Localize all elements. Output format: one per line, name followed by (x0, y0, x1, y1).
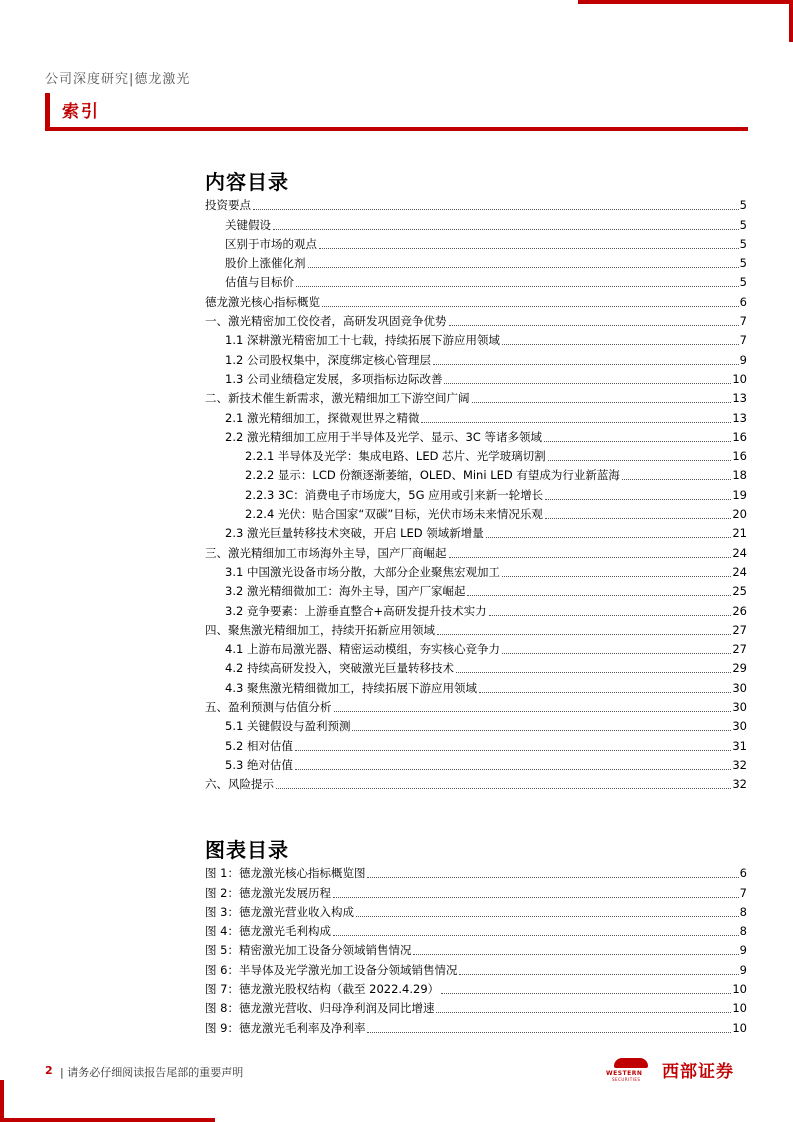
toc-title: 内容目录 (205, 170, 289, 194)
toc-entry-page: 30 (732, 680, 747, 695)
toc-entry[interactable] (205, 717, 747, 736)
toc-entry-page: 32 (732, 757, 747, 772)
figure-entry-page: 8 (739, 904, 747, 919)
toc-entry-label: 2.2.4 光伏：贴合国家“双碳”目标，光伏市场未来情况乐观 (245, 507, 543, 522)
toc-entry-page: 18 (732, 468, 747, 483)
toc-entry[interactable] (205, 254, 747, 273)
figure-entry-label: 图 2：德龙激光发展历程 (205, 885, 331, 900)
dot-leader (489, 615, 732, 616)
dot-leader (333, 935, 739, 936)
section-marker (45, 93, 50, 130)
toc-entry-label: 估值与目标价 (225, 275, 294, 290)
dot-leader (444, 383, 731, 384)
figure-entry[interactable] (205, 980, 747, 999)
toc-entry-page: 7 (739, 314, 747, 329)
toc-entry-page: 30 (732, 700, 747, 715)
toc-entry-label: 3.1 中国激光设备市场分散，大部分企业聚焦宏观加工 (225, 564, 500, 579)
figure-entry[interactable] (205, 960, 747, 979)
toc-entry[interactable] (205, 447, 747, 466)
dot-leader (296, 286, 739, 287)
toc-entry[interactable] (205, 350, 747, 369)
toc-entry-label: 5.1 关键假设与盈利预测 (225, 719, 351, 734)
figure-entry[interactable] (205, 864, 747, 883)
dot-leader (449, 557, 732, 558)
toc-entry[interactable] (205, 678, 747, 697)
toc-entry-label: 2.2.2 显示：LCD 份额逐渐萎缩，OLED、Mini LED 有望成为行业新蓝海 (245, 468, 620, 483)
dot-leader (356, 916, 739, 917)
toc-entry-label: 4.2 持续高研发投入，突破激光巨量转移技术 (225, 661, 454, 676)
figures-list (205, 864, 747, 1038)
figure-entry-label: 图 5：精密激光加工设备分领域销售情况 (205, 943, 412, 958)
dot-leader (486, 537, 732, 538)
toc-entry-label: 六、风险提示 (205, 777, 274, 792)
dot-leader (545, 518, 732, 519)
dot-leader (545, 499, 731, 500)
figure-entry-page: 10 (732, 1001, 747, 1016)
logo-english: WESTERN (606, 1070, 643, 1077)
toc-entry-label: 德龙激光核心指标概览 (205, 294, 320, 309)
figures-title: 图表目录 (205, 838, 289, 862)
toc-entry-label: 5.3 绝对估值 (225, 757, 293, 772)
toc-entry-label: 2.2.1 半导体及光学：集成电路、LED 芯片、光学玻璃切割 (245, 449, 546, 464)
dot-leader (437, 634, 731, 635)
toc-entry-page: 25 (732, 584, 747, 599)
dot-leader (467, 595, 731, 596)
dot-leader (436, 1012, 731, 1013)
toc-entry-label: 4.3 聚焦激光精细微加工，持续拓展下游应用领域 (225, 680, 477, 695)
toc-entry[interactable] (205, 736, 747, 755)
logo-english-sub: SECURITIES (612, 1077, 641, 1082)
toc-entry[interactable] (205, 428, 747, 447)
dot-leader (333, 897, 739, 898)
breadcrumb: 公司深度研究|德龙激光 (45, 72, 191, 87)
toc-entry-page: 16 (732, 429, 747, 444)
toc-entry[interactable] (205, 312, 747, 331)
toc-entry-page: 30 (732, 719, 747, 734)
dot-leader (548, 460, 732, 461)
figure-entry-page: 9 (739, 962, 747, 977)
toc-entry[interactable] (205, 485, 747, 504)
corner-decoration-top (578, 0, 793, 4)
toc-entry-page: 5 (739, 275, 747, 290)
toc-entry-label: 一、激光精密加工佼佼者，高研发巩固竞争优势 (205, 314, 447, 329)
page-number: 2 (45, 1064, 53, 1077)
dot-leader (352, 730, 731, 731)
toc-entry-label: 区别于市场的观点 (225, 236, 317, 251)
toc-entry[interactable] (205, 756, 747, 775)
logo-chinese: 西部证券 (662, 1061, 734, 1082)
toc-entry-label: 四、聚焦激光精细加工，持续开拓新应用领域 (205, 622, 435, 637)
figure-entry-page: 10 (732, 982, 747, 997)
toc-entry-page: 5 (739, 256, 747, 271)
dot-leader (322, 306, 739, 307)
dot-leader (253, 209, 739, 210)
toc-entry[interactable] (205, 640, 747, 659)
toc-entry-page: 7 (739, 333, 747, 348)
toc-entry-page: 24 (732, 545, 747, 560)
toc-entry-page: 6 (739, 294, 747, 309)
dot-leader (441, 993, 731, 994)
figure-entry-label: 图 8：德龙激光营收、归母净利润及同比增速 (205, 1001, 435, 1016)
dot-leader (367, 877, 738, 878)
section-rule (45, 127, 748, 131)
dot-leader (276, 788, 731, 789)
toc-entry-page: 24 (732, 564, 747, 579)
dot-leader (295, 769, 731, 770)
toc-entry[interactable] (205, 215, 747, 234)
toc-entry-page: 5 (739, 236, 747, 251)
toc-entry-page: 27 (732, 622, 747, 637)
dot-leader (459, 974, 738, 975)
toc-entry-page: 16 (732, 449, 747, 464)
dot-leader (308, 267, 739, 268)
section-title: 索引 (62, 102, 100, 122)
toc-entry[interactable] (205, 408, 747, 427)
figure-entry-page: 7 (739, 885, 747, 900)
toc-entry-page: 10 (732, 371, 747, 386)
corner-decoration-bottom (0, 1118, 215, 1122)
figure-entry-label: 图 1：德龙激光核心指标概览图 (205, 866, 366, 881)
toc-list (205, 196, 747, 794)
toc-entry-page: 32 (732, 777, 747, 792)
figure-entry-label: 图 3：德龙激光营业收入构成 (205, 904, 354, 919)
toc-entry-page: 5 (739, 198, 747, 213)
figure-entry-label: 图 4：德龙激光毛利构成 (205, 924, 331, 939)
toc-entry[interactable] (205, 543, 747, 562)
dot-leader (502, 653, 731, 654)
toc-entry[interactable] (205, 601, 747, 620)
toc-entry[interactable] (205, 582, 747, 601)
toc-entry[interactable] (205, 621, 747, 640)
figure-entry-page: 10 (732, 1020, 747, 1035)
figure-entry[interactable] (205, 1018, 747, 1037)
toc-entry-page: 26 (732, 603, 747, 618)
toc-entry-label: 2.3 激光巨量转移技术突破，开启 LED 领域新增量 (225, 526, 484, 541)
figure-entry[interactable] (205, 999, 747, 1018)
figure-entry-label: 图 6：半导体及光学激光加工设备分领域销售情况 (205, 962, 458, 977)
toc-entry-page: 19 (732, 487, 747, 502)
toc-entry-page: 21 (732, 526, 747, 541)
toc-entry-label: 4.1 上游布局激光器、精密运动模组，夯实核心竞争力 (225, 642, 500, 657)
toc-entry[interactable] (205, 370, 747, 389)
toc-entry-label: 投资要点 (205, 198, 251, 213)
figure-entry[interactable] (205, 941, 747, 960)
toc-entry-page: 13 (732, 391, 747, 406)
figure-entry-page: 6 (739, 866, 747, 881)
toc-entry[interactable] (205, 292, 747, 311)
toc-entry-label: 3.2 激光精细微加工：海外主导，国产厂家崛起 (225, 584, 466, 599)
dot-leader (421, 422, 731, 423)
dot-leader (367, 1032, 731, 1033)
dot-leader (502, 344, 739, 345)
bull-logo-icon (606, 1056, 656, 1082)
toc-entry-page: 20 (732, 507, 747, 522)
figure-entry[interactable] (205, 903, 747, 922)
toc-entry-page: 31 (732, 738, 747, 753)
figure-entry-page: 8 (739, 924, 747, 939)
toc-entry-page: 5 (739, 217, 747, 232)
toc-entry[interactable] (205, 389, 747, 408)
toc-entry-label: 2.1 激光精细加工，探微观世界之精微 (225, 410, 420, 425)
dot-leader (622, 479, 731, 480)
footer-disclaimer: | 请务必仔细阅读报告尾部的重要声明 (60, 1066, 244, 1079)
toc-entry-label: 1.1 深耕激光精密加工十七载，持续拓展下游应用领域 (225, 333, 500, 348)
toc-entry-label: 2.2 激光精细加工应用于半导体及光学、显示、3C 等诸多领域 (225, 429, 542, 444)
toc-entry[interactable] (205, 466, 747, 485)
dot-leader (502, 576, 731, 577)
toc-entry[interactable] (205, 235, 747, 254)
toc-entry-label: 关键假设 (225, 217, 271, 232)
toc-entry[interactable] (205, 698, 747, 717)
toc-entry-label: 2.2.3 3C：消费电子市场庞大，5G 应用或引来新一轮增长 (245, 487, 544, 502)
toc-entry[interactable] (205, 659, 747, 678)
figure-entry-page: 9 (739, 943, 747, 958)
dot-leader (449, 325, 739, 326)
toc-entry[interactable] (205, 196, 747, 215)
dot-leader (433, 364, 739, 365)
figure-entry[interactable] (205, 883, 747, 902)
toc-entry[interactable] (205, 563, 747, 582)
figure-entry-label: 图 9：德龙激光毛利率及净利率 (205, 1020, 366, 1035)
corner-decoration-bottom-vertical (0, 1080, 4, 1122)
toc-entry-label: 5.2 相对估值 (225, 738, 293, 753)
company-logo (606, 1055, 748, 1083)
figure-entry-label: 图 7：德龙激光股权结构（截至 2022.4.29） (205, 982, 440, 997)
toc-entry-label: 二、新技术催生新需求，激光精细加工下游空间广阔 (205, 391, 470, 406)
dot-leader (544, 441, 731, 442)
toc-entry-label: 1.2 公司股权集中，深度绑定核心管理层 (225, 352, 431, 367)
toc-entry-label: 五、盈利预测与估值分析 (205, 700, 332, 715)
dot-leader (319, 248, 739, 249)
toc-entry-label: 三、激光精细加工市场海外主导，国产厂商崛起 (205, 545, 447, 560)
corner-decoration-top-vertical (789, 0, 793, 42)
dot-leader (456, 672, 731, 673)
toc-entry[interactable] (205, 331, 747, 350)
dot-leader (295, 750, 731, 751)
toc-entry[interactable] (205, 524, 747, 543)
dot-leader (472, 402, 732, 403)
toc-entry-label: 股价上涨催化剂 (225, 256, 306, 271)
toc-entry-page: 27 (732, 642, 747, 657)
toc-entry[interactable] (205, 775, 747, 794)
toc-entry-page: 29 (732, 661, 747, 676)
toc-entry-label: 1.3 公司业绩稳定发展，多项指标边际改善 (225, 371, 443, 386)
toc-entry[interactable] (205, 273, 747, 292)
dot-leader (413, 954, 738, 955)
toc-entry[interactable] (205, 505, 747, 524)
dot-leader (334, 711, 732, 712)
toc-entry-page: 9 (739, 352, 747, 367)
toc-entry-page: 13 (732, 410, 747, 425)
dot-leader (479, 692, 731, 693)
toc-entry-label: 3.2 竞争要素：上游垂直整合+高研发提升技术实力 (225, 603, 487, 618)
figure-entry[interactable] (205, 922, 747, 941)
dot-leader (273, 229, 739, 230)
